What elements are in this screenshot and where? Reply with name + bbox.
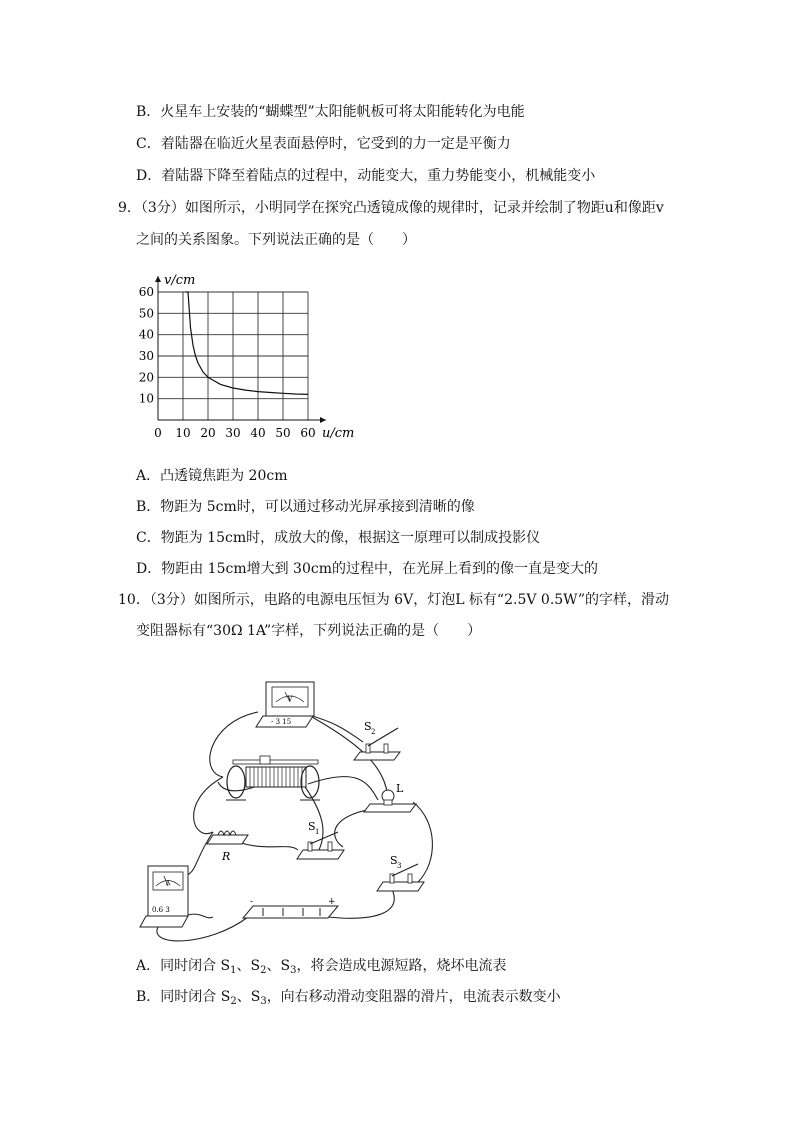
wire bbox=[335, 807, 388, 847]
chart-y-axis-label: v/cm bbox=[164, 273, 196, 288]
x-tick-label: 40 bbox=[250, 426, 266, 440]
switch-s2-label: S bbox=[364, 720, 372, 733]
switch-s3-sub: 3 bbox=[397, 862, 402, 870]
wire bbox=[194, 777, 223, 834]
battery-minus-label: - bbox=[250, 897, 254, 907]
switch-s1-label: S bbox=[308, 820, 316, 833]
switch-s2-sub: 2 bbox=[371, 728, 376, 736]
q10-stem-line2: 变阻器标有“30Ω 1A”字样，下列说法正确的是（ ） bbox=[136, 623, 482, 639]
wire bbox=[413, 802, 432, 882]
x-tick-label: 60 bbox=[300, 426, 316, 440]
switch-s3 bbox=[377, 854, 424, 891]
switch-s1-sub: 1 bbox=[315, 828, 320, 836]
x-tick-label: 20 bbox=[200, 426, 216, 440]
y-tick-label: 60 bbox=[138, 285, 154, 299]
y-tick-label: 30 bbox=[138, 349, 154, 363]
battery-icon bbox=[243, 897, 338, 918]
switch-s3-label: S bbox=[390, 854, 398, 867]
battery-plus-label: + bbox=[328, 897, 336, 907]
chart-ticks bbox=[139, 285, 316, 440]
y-tick-label: 10 bbox=[138, 391, 154, 406]
focal-length-chart bbox=[130, 268, 370, 443]
q8-option-d: D．着陆器下降至着陆点的过程中，动能变大，重力势能变小，机械能变小 bbox=[136, 168, 596, 184]
voltmeter-label: V bbox=[287, 695, 293, 703]
x-tick-label: 30 bbox=[225, 426, 241, 440]
q9-option-d: D．物距由 15cm增大到 30cm的过程中，在光屏上看到的像一直是变大的 bbox=[136, 561, 598, 577]
voltmeter-icon bbox=[256, 682, 314, 727]
chart-grid bbox=[158, 292, 308, 420]
ammeter-label: A bbox=[165, 880, 171, 887]
q9-option-a: A．凸透镜焦距为 20cm bbox=[136, 468, 288, 484]
y-tick-label: 50 bbox=[138, 306, 154, 321]
q10-stem-line1: 10．（3分）如图所示，电路的电源电压恒为 6V，灯泡L 标有“2.5V 0.5W”的字样，滑动 bbox=[118, 592, 669, 608]
series-curve bbox=[186, 292, 309, 394]
q10-option-a: A．同时闭合 $S_1$、$S_2$、$S_3$，将会造成电源短路，烧坏电流表 bbox=[136, 958, 507, 976]
x-tick-label: 0 bbox=[154, 426, 162, 440]
lamp-icon bbox=[364, 782, 416, 812]
q9-stem-line1: 9．（3分）如图所示，小明同学在探究凸透镜成像的规律时，记录并绘制了物距u和像距v bbox=[118, 200, 664, 216]
q8-option-b: B．火星车上安装的“蝴蝶型”太阳能帆板可将太阳能转化为电能 bbox=[136, 104, 525, 120]
y-axis-arrow bbox=[155, 276, 161, 282]
chart-x-axis-label: u/cm bbox=[322, 426, 355, 441]
ammeter-terminals: 0.6 3 bbox=[152, 906, 170, 914]
lamp-label: L bbox=[396, 782, 404, 795]
ammeter-icon bbox=[140, 866, 188, 927]
resistor-label: R bbox=[222, 850, 231, 863]
q9-option-c: C．物距为 15cm时，成放大的像，根据这一原理可以制成投影仪 bbox=[136, 530, 541, 546]
x-tick-label: 50 bbox=[275, 426, 291, 440]
rheostat-icon bbox=[226, 756, 320, 800]
q10-option-b: B．同时闭合 $S_2$、$S_3$，向右移动滑动变阻器的滑片，电流表示数变小 bbox=[136, 989, 561, 1007]
chart-axes bbox=[155, 276, 326, 423]
q9-option-b: B．物距为 5cm时，可以通过移动光屏承接到清晰的像 bbox=[136, 499, 475, 515]
x-axis-arrow bbox=[320, 417, 326, 423]
x-tick-label: 10 bbox=[175, 426, 191, 440]
resistor-icon bbox=[207, 831, 248, 863]
wire bbox=[303, 784, 323, 852]
y-tick-label: 20 bbox=[138, 370, 154, 385]
voltmeter-terminals: - 3 15 bbox=[271, 718, 292, 726]
wire bbox=[238, 842, 298, 850]
circuit-diagram bbox=[138, 672, 448, 952]
chart-series bbox=[186, 292, 309, 394]
q8-option-c: C．着陆器在临近火星表面悬停时，它受到的力一定是平衡力 bbox=[136, 136, 511, 152]
q9-stem-line2: 之间的关系图象。下列说法正确的是（ ） bbox=[136, 232, 416, 248]
y-tick-label: 40 bbox=[138, 327, 154, 342]
